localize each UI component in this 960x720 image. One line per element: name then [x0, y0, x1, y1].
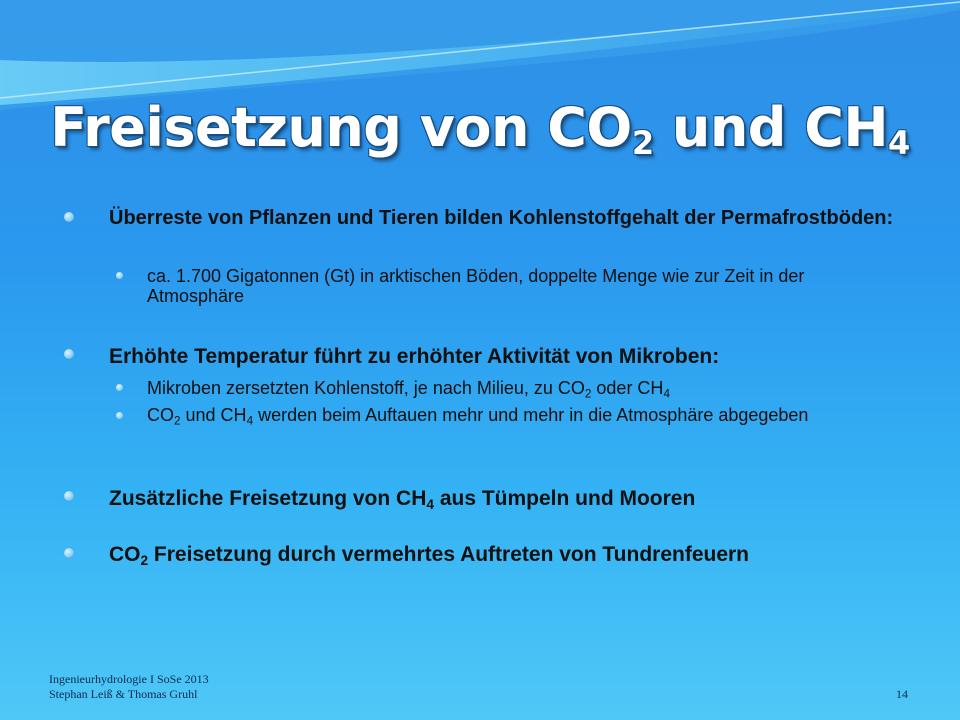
bullet-level2: ca. 1.700 Gigatonnen (Gt) in arktischen Böden, doppelte Menge wie zur Zeit in der Atmosphäre — [147, 266, 805, 306]
bullet-text: und CH — [180, 405, 247, 425]
footer-authors: Stephan Leiß & Thomas Gruhl — [49, 687, 198, 701]
footer-credits — [49, 672, 209, 702]
bullet-dot-icon — [116, 272, 123, 279]
title-subscript-4: 4 — [888, 124, 910, 162]
subscript: 2 — [174, 414, 181, 428]
bullet-dot-icon — [64, 212, 74, 222]
bullet-level1: Erhöhte Temperatur führt zu erhöhter Aktivität von Mikroben: — [109, 345, 720, 368]
bullet-dot-icon — [64, 548, 74, 558]
bullet-level1 — [109, 487, 909, 513]
bullet-text: Zusätzliche Freisetzung von CH — [109, 487, 427, 510]
subscript: 2 — [584, 387, 592, 401]
title-text-mid: und CH — [653, 96, 889, 159]
subscript: 4 — [426, 497, 434, 513]
bullet-dot-icon — [64, 491, 74, 501]
bullet-text: Mikroben zersetzten Kohlenstoff, je nach Milieu, zu CO — [147, 378, 585, 398]
subscript: 4 — [663, 387, 670, 401]
page-number: 14 — [896, 687, 908, 701]
bullet-text: oder CH — [591, 378, 664, 398]
bullet-text: CO — [147, 405, 174, 425]
title-subscript-2: 2 — [631, 124, 654, 162]
bullet-text: aus Tümpeln und Mooren — [433, 487, 696, 510]
bullet-level2 — [147, 405, 847, 428]
title-text-main: Freisetzung von CO — [50, 96, 632, 159]
bullet-level2 — [147, 378, 907, 401]
bullet-text: Freisetzung durch vermehrtes Auftreten von Tundrenfeuern — [148, 543, 750, 566]
footer-course: Ingenieurhydrologie I SoSe 2013 — [49, 672, 209, 686]
bullet-level1: Überreste von Pflanzen und Tieren bilden Kohlenstoffgehalt der Permafrostböden: — [109, 207, 894, 229]
bullet-dot-icon — [116, 412, 123, 419]
bullet-dot-icon — [64, 349, 74, 359]
bullet-dot-icon — [116, 384, 123, 391]
subscript: 2 — [140, 553, 149, 569]
bullet-level1 — [109, 543, 769, 569]
subscript: 4 — [246, 414, 254, 428]
bullet-text: werden beim Auftauen mehr und mehr in die Atmosphäre abgegeben — [253, 405, 809, 425]
bullet-text: CO — [109, 543, 141, 566]
